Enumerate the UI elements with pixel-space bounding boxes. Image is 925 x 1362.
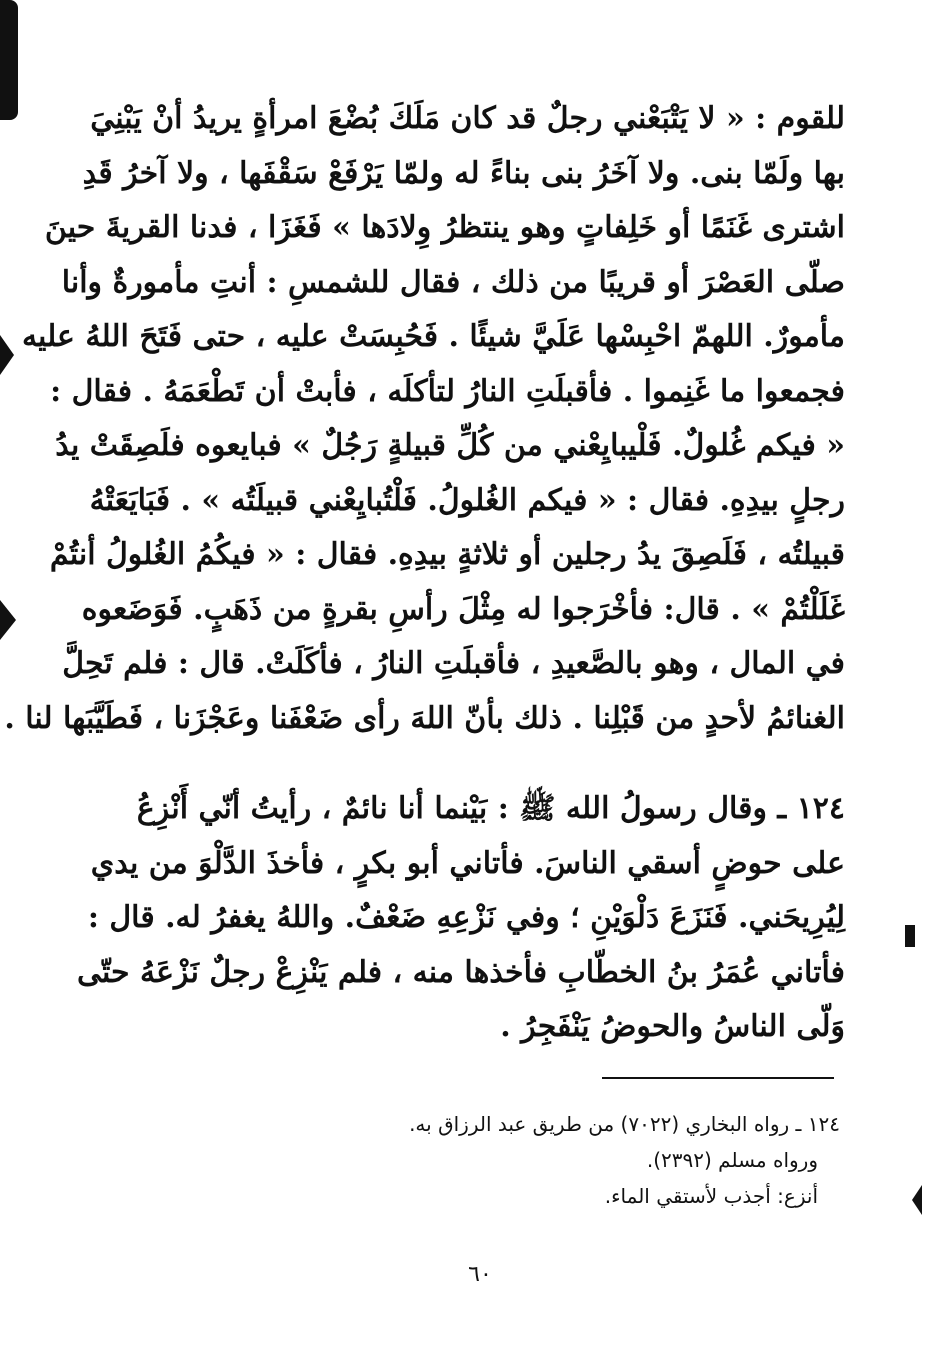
footnote-line: ١٢٤ ـ رواه البخاري (٧٠٢٢) من طريق عبد الرزاق به. [409, 1112, 840, 1136]
footnote-line: أنزع: أجذب لأستقي الماء. [604, 1184, 818, 1208]
scan-mark-right-2 [912, 1185, 922, 1215]
scan-mark-left-2 [0, 600, 16, 640]
text-line: اشترى غَنَمًا أو خَلِفاتٍ وهو ينتظرُ وِلادَها » فَغَزَا ، فدنا القريةَ حينَ [44, 210, 845, 245]
text-line: للقوم : « لا يَتْبَعْني رجلٌ قد كان مَلَكَ بُضْعَ امرأةٍ يريدُ أنْ يَبْنِيَ [90, 101, 845, 136]
page-number: ٦٠ [468, 1262, 492, 1287]
text-line: في المال ، وهو بالصَّعيدِ ، فأقبلَتِ النارُ ، فأكَلَتْ. قال : فلم تَحِلَّ [62, 646, 845, 681]
text-line: صلّى العَصْرَ أو قريبًا من ذلك ، فقال للشمسِ : أنتِ مأمورةٌ وأنا [61, 264, 845, 300]
text-line: الغنائمُ لأحدٍ من قَبْلِنا . ذلك بأنّ اللهَ رأى ضَعْفَنا وعَجْزَنا ، فَطَيَّبَها لنا . [4, 700, 845, 736]
text-line: فأتاني عُمَرُ بنُ الخطّابِ فأخذها منه ، فلم يَنْزِعْ رجلٌ نَزْعَهُ حتّى [77, 954, 845, 990]
text-line: قبيلتُه ، فَلَصِقَ يدُ رجلين أو ثلاثةٍ بيدِهِ. فقال : « فيكُمُ الغُلولُ أنتُمْ [49, 537, 845, 572]
text-line: « فيكم غُلولٌ. فَلْيبايِعْني من كُلِّ قبيلةٍ رَجُلٌ » فبايعوه فلَصِقَتْ يدُ [55, 428, 845, 463]
text-line: غَلَلْتُمْ » . قال: فأخْرَجوا له مِثْلَ رأسِ بقرةٍ من ذَهَبٍ. فَوَضَعوه [81, 591, 845, 627]
text-line: فجمعوا ما غَنِموا . فأقبلَتِ النارُ لتأكلَه ، فأبتْ أن تَطْعَمَهُ . فقال : [50, 373, 845, 409]
scan-mark-right [905, 925, 915, 947]
text-line: بها ولَمّا بنى. ولا آخَرُ بنى بناءً له ولمّا يَرْفَعْ سَقْفَها ، ولا آخرُ قَدِ [82, 155, 845, 191]
text-line: رجلٍ بيدِهِ. فقال : « فيكم الغُلولُ. فَلْتُبايِعْني قبيلَتُه » . فَبَايَعَتْهُ [89, 482, 845, 518]
text-line: على حوضٍ أسقي الناسَ. فأتاني أبو بكرٍ ، فأخذَ الدَّلْوَ من يدي [90, 845, 845, 881]
footnote-line: ورواه مسلم (٢٣٩٢). [646, 1148, 818, 1172]
text-line: وَلّى الناسُ والحوضُ يَنْفَجِرُ . [500, 1009, 845, 1044]
hadith-passage-1 [4, 92, 845, 746]
footnote-divider [602, 1077, 834, 1079]
text-line: ١٢٤ ـ وقال رسولُ الله ﷺ : بَيْنما أنا نائمٌ ، رأيتُ أنّي أَنْزِعُ [136, 791, 845, 826]
hadith-passage-124 [77, 782, 845, 1055]
scan-mark-top-left [0, 0, 18, 120]
scan-mark-left-1 [0, 335, 14, 375]
footnotes [320, 1106, 840, 1214]
text-line: مأمورٌ. اللهمّ احْبِسْها عَلَيَّ شيئًا . فَحُبِسَتْ عليه ، حتى فَتَحَ اللهُ عليه [21, 319, 845, 354]
text-line: لِيُرِيحَني. فَنَزَعَ دَلْوَيْنِ ؛ وفي نَزْعِهِ ضَعْفٌ. واللهُ يغفرُ له. قال : [87, 900, 845, 935]
